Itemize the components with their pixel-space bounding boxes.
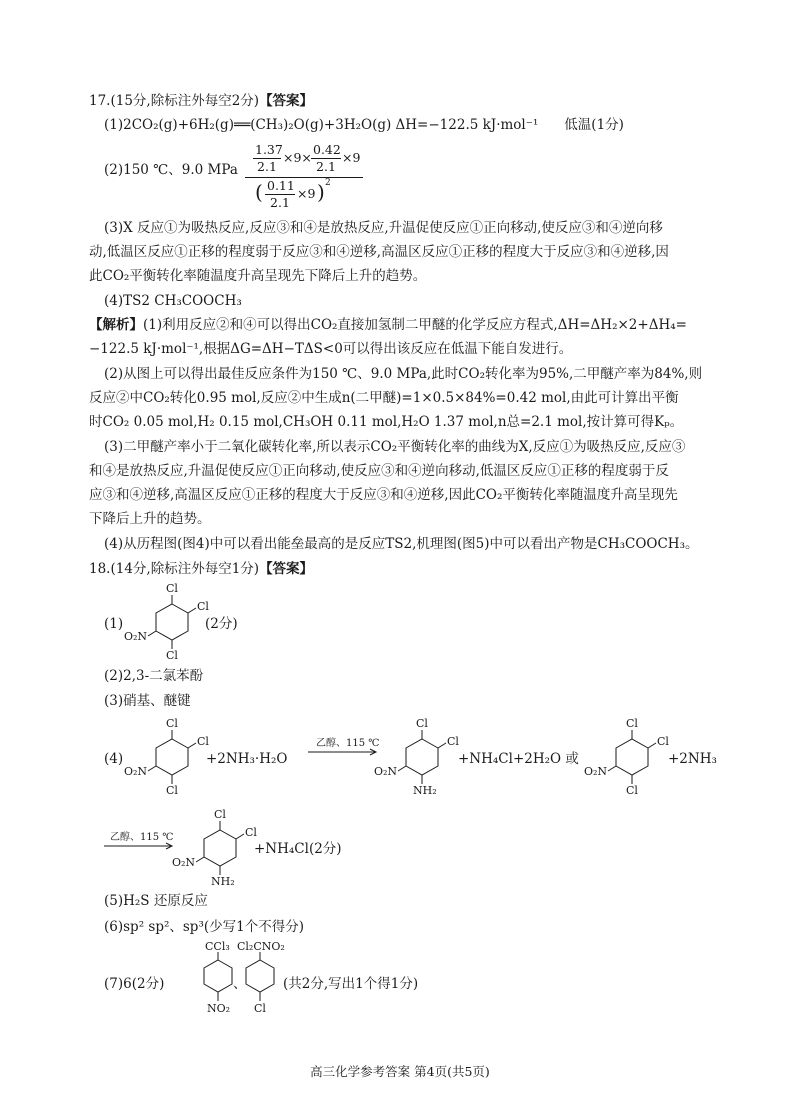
q17-analysis-4: (4)从历程图(图4)中可以看出能垒最高的是反应TS2,机理图(图5)中可以看出产物是CH₃COOCH₃。 — [104, 536, 699, 552]
product-structure-1: Cl Cl O₂N NH₂ — [374, 717, 459, 797]
q17-analysis-2-line1: (2)从图上可以得出最佳反应条件为150 ℃、9.0 MPa,此时CO₂转化率为95%,二甲醚产率为84%,则 — [104, 366, 703, 382]
q18-answer-4-byproducts: +NH₄Cl+2H₂O 或 — [458, 751, 579, 767]
q17-answer-4: (4)TS2 CH₃COOCH₃ — [104, 293, 242, 309]
q17-analysis-3-line2: 和④是放热反应,升温促使反应①正向移动,使反应③和④逆向移动,低温区反应①正移的程度弱于反 — [89, 463, 669, 479]
q18-answer-4-reagent: +2NH₃·H₂O — [206, 751, 288, 767]
q18-answer-2: (2)2,3-二氯苯酚 — [104, 668, 204, 684]
q18-answer-1-points: (2分) — [205, 616, 238, 632]
q17-header-line — [89, 91, 313, 111]
q17-analysis-1-line2: −122.5 kJ·mol⁻¹,根据ΔG=ΔH−TΔS<0可以得出该反应在低温下能自发进行。 — [89, 341, 573, 357]
q18-answer-4-reagent-alt: +2NH₃ — [668, 751, 717, 767]
q18-answer-3: (3)硝基、醚键 — [104, 693, 191, 709]
reactant-structure-alt: Cl Cl O₂N Cl — [584, 717, 669, 797]
q17-analysis-3-line4: 下降后上升的趋势。 — [89, 511, 211, 527]
kp-expression: 1.37 2.1 ×9× 0.42 2.1 ×9 ( 0.11 2.1 ×9 ) 2 — [245, 140, 375, 210]
q17-answer-1: (1)2CO₂(g)+6H₂(g)══(CH₃)₂O(g)+3H₂O(g) ΔH=−122.5 kJ·mol⁻¹ 低温(1分) — [104, 117, 624, 133]
q17-analysis-2-line2: 反应②中CO₂转化0.95 mol,反应②中生成n(二甲醚)=1×0.5×84%=0.42 mol,由此可计算出平衡 — [89, 390, 679, 406]
q17-answer-tag: 【答案】 — [259, 93, 314, 109]
q18-answer-7-tail: (共2分,写出1个得1分) — [283, 976, 419, 992]
q18-answer-tag: 【答案】 — [259, 561, 314, 577]
q17-analysis-1-line1: 【解析】(1)利用反应②和④可以得出CO₂直接加氢制二甲醚的化学反应方程式,ΔH=ΔH₂×2+ΔH₄= — [89, 317, 687, 333]
q18-answer-7-separator: 、 — [233, 976, 247, 992]
q18-answer-4-end: +NH₄Cl(2分) — [254, 841, 342, 857]
q17-analysis-3-line3: 应③和④逆移,高温区反应①正移的程度大于反应③和④逆移,因此CO₂平衡转化率随温度升高呈现先 — [89, 487, 678, 503]
q17-answer-3-line2: 动,低温区反应①正移的程度弱于反应③和④逆移,高温区反应①正移的程度大于反应③和④逆移,因 — [89, 244, 669, 260]
q17-header: 17.(15分,除标注外每空2分) — [89, 93, 260, 109]
q17-analysis-3-line1: (3)二甲醚产率小于二氧化碳转化率,所以表示CO₂平衡转化率的曲线为X,反应①为吸热反应,反应③ — [104, 439, 686, 455]
q17-answer-2-label: (2)150 ℃、9.0 MPa — [104, 162, 238, 178]
product-structure-2: Cl Cl O₂N NH₂ — [172, 808, 257, 888]
isomer-2-structure: Cl₂CNO₂ Cl — [237, 940, 285, 1015]
q18-header: 18.(14分,除标注外每空1分) — [89, 561, 260, 577]
page-footer: 高三化学参考答案 第4页(共5页) — [310, 1064, 490, 1079]
q18-header-line — [89, 559, 313, 579]
q17-answer-3-line3: 此CO₂平衡转化率随温度升高呈现先下降后上升的趋势。 — [89, 268, 427, 284]
reactant-structure: Cl Cl O₂N Cl — [124, 717, 209, 797]
reaction-arrow-1: 乙醇、115 ℃ — [308, 740, 380, 760]
isomer-1-structure: CCl₃ NO₂ — [205, 940, 231, 1015]
q17-answer-3-line1: (3)X 反应①为吸热反应,反应③和④是放热反应,升温促使反应①正向移动,使反应③和④逆向移 — [104, 220, 663, 236]
trichloronitrobenzene-structure: Cl Cl O₂N Cl — [124, 582, 209, 662]
q17-analysis-tag: 【解析】 — [89, 317, 143, 333]
q18-answer-7-label: (7)6(2分) — [104, 976, 165, 992]
q18-answer-1-label: (1) — [104, 616, 124, 632]
q18-answer-5: (5)H₂S 还原反应 — [104, 893, 208, 909]
q17-analysis-2-line3: 时CO₂ 0.05 mol,H₂ 0.15 mol,CH₃OH 0.11 mol,H₂O 1.37 mol,n总=2.1 mol,按计算可得Kₚ。 — [89, 414, 684, 430]
reaction-arrow-2: 乙醇、115 ℃ — [104, 834, 176, 854]
q18-answer-4-label: (4) — [104, 751, 124, 767]
q18-answer-6: (6)sp² sp²、sp³(少写1个不得分) — [104, 919, 304, 935]
